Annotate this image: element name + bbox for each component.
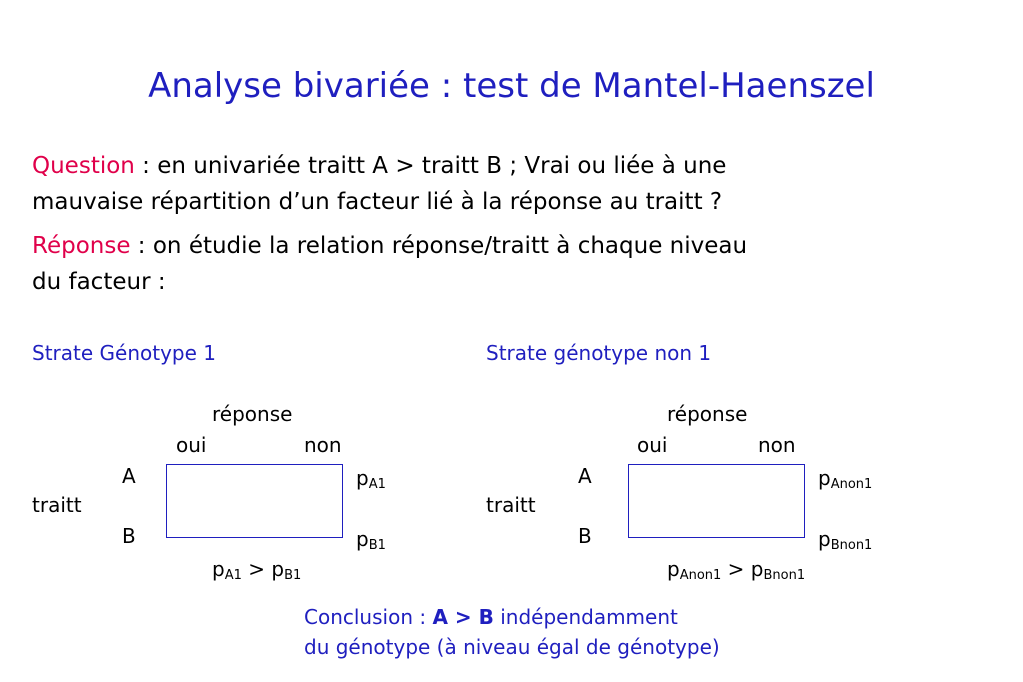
stratum-1-response-label: réponse [212, 402, 293, 426]
stratum-2-contingency-box [628, 464, 805, 538]
conclusion-line2: du génotype (à niveau égal de génotype) [304, 635, 720, 659]
stratum-2-row-b: B [578, 524, 592, 548]
stratum-2-row-a: A [578, 464, 592, 488]
stratum-1-title: Strate Génotype 1 [32, 341, 216, 365]
question-paragraph [32, 148, 726, 220]
stratum-1-col-no: non [304, 433, 342, 457]
stratum-2-treatment-label: traitt [486, 493, 536, 517]
stratum-2-comparison: $p_{Anon1} > p_{Bnon1}$ [667, 557, 806, 583]
stratum-2-col-yes: oui [637, 433, 668, 457]
stratum-1-row-b: B [122, 524, 136, 548]
conclusion-bold: A > B [432, 605, 494, 629]
answer-paragraph [32, 228, 747, 300]
question-text-line2: mauvaise répartition d’un facteur lié à la réponse au traitt ? [32, 189, 723, 215]
conclusion-prefix: Conclusion : [304, 605, 433, 629]
stratum-1-treatment-label: traitt [32, 493, 82, 517]
answer-label: Réponse [32, 233, 131, 259]
stratum-2-pa: $p_{Anon1}$ [818, 466, 873, 492]
stratum-2-response-label: réponse [667, 402, 748, 426]
question-text-line1: : en univariée traitt A > traitt B ; Vrai ou liée à une [134, 153, 727, 179]
answer-text-line1: : on étudie la relation réponse/traitt à chaque niveau [130, 233, 748, 259]
stratum-1-pb: $p_{B1}$ [356, 527, 386, 553]
slide-title: Analyse bivariée : test de Mantel-Haenszel [148, 66, 875, 106]
conclusion-line1-rest: indépendamment [493, 605, 678, 629]
conclusion [304, 602, 720, 662]
stratum-1-col-yes: oui [176, 433, 207, 457]
stratum-1-contingency-box [166, 464, 343, 538]
stratum-2-title: Strate génotype non 1 [486, 341, 712, 365]
stratum-1-pa: $p_{A1}$ [356, 466, 386, 492]
stratum-1-comparison: $p_{A1} > p_{B1}$ [212, 557, 302, 583]
question-label: Question [32, 153, 135, 179]
stratum-2-col-no: non [758, 433, 796, 457]
answer-text-line2: du facteur : [32, 269, 166, 295]
stratum-1-row-a: A [122, 464, 136, 488]
stratum-2-pb: $p_{Bnon1}$ [818, 527, 873, 553]
